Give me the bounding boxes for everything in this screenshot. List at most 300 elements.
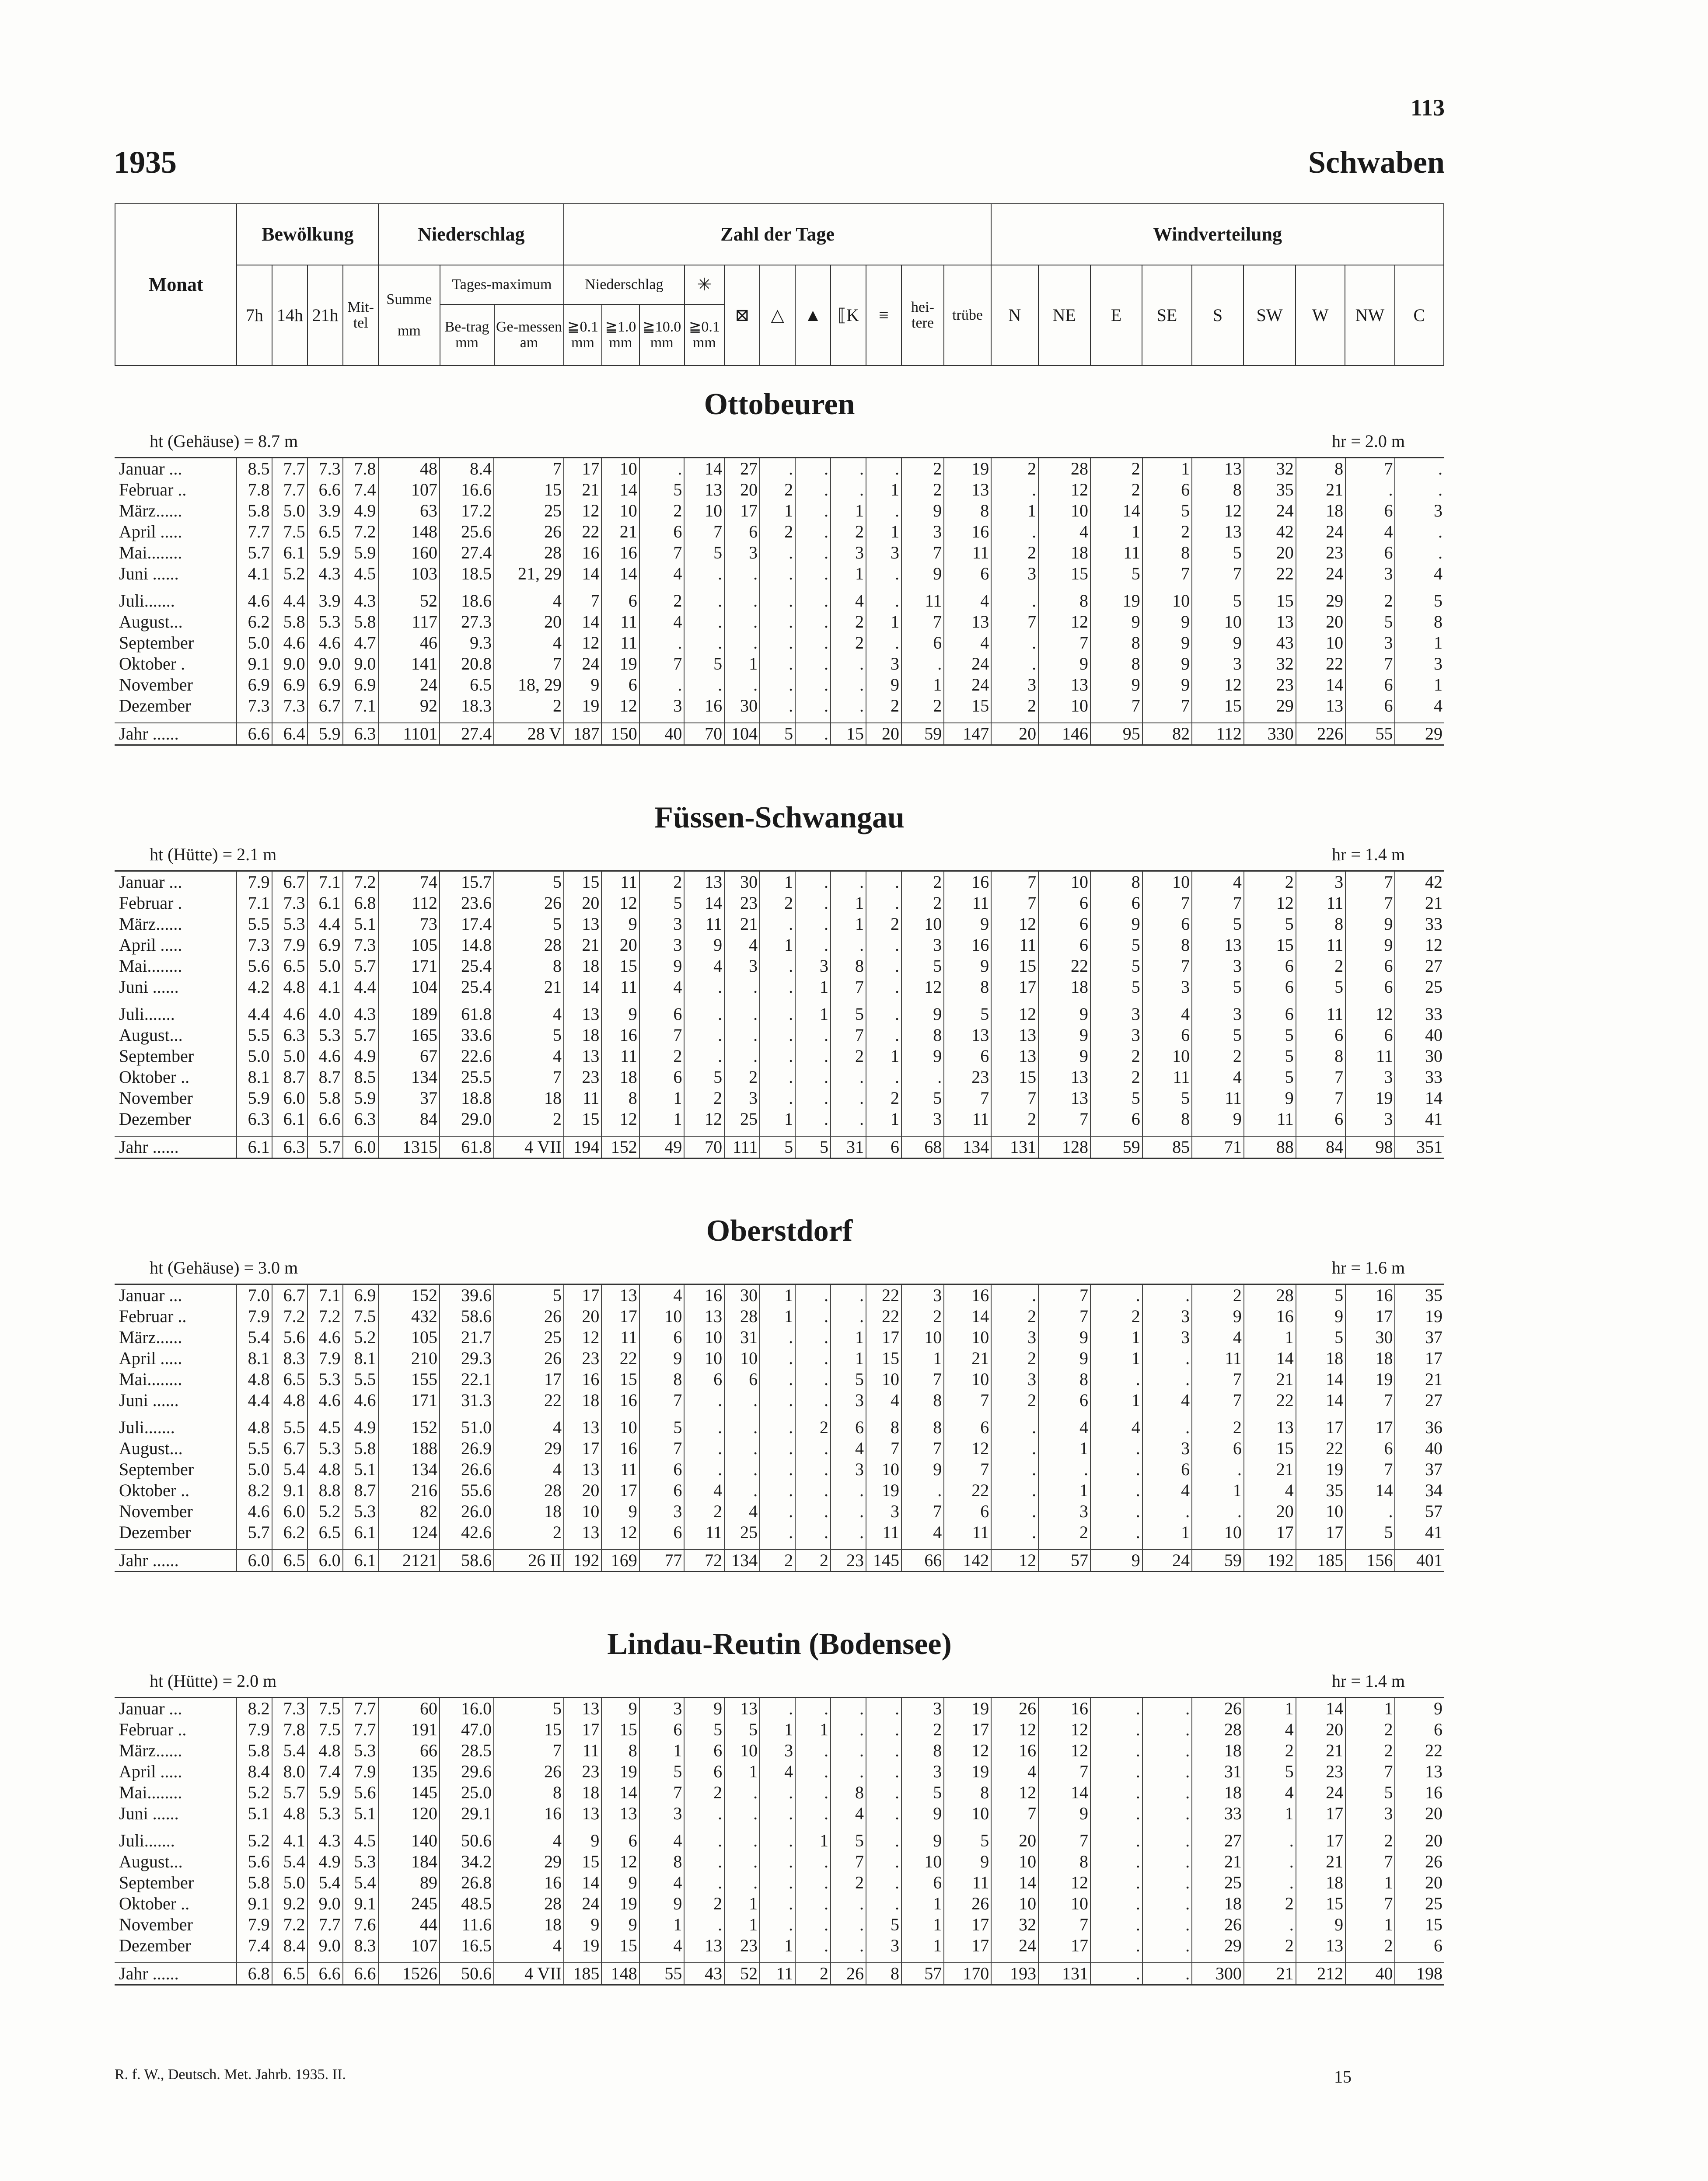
table-cell: 4.6 [307,632,343,653]
table-cell: 171 [378,956,440,977]
table-cell: 33 [1395,1067,1444,1088]
table-cell: . [1142,1803,1192,1824]
table-cell: 15 [1038,563,1090,584]
spacer-cell [1296,1824,1345,1830]
table-cell: 2 [1296,956,1345,977]
table-cell: 4 [944,632,991,653]
table-cell: 12 [601,695,639,716]
month-label: Dezember [119,1522,191,1542]
table-cell: 169 [601,1549,639,1572]
table-cell: . [1395,458,1444,480]
table-cell: . [1090,1851,1142,1872]
table-row [115,563,1444,584]
table-cell: . [1244,1872,1296,1893]
table-cell: 6.9 [307,674,343,695]
table-cell: 6.9 [343,674,378,695]
table-cell: 16.6 [440,479,494,500]
spacer-cell [1038,716,1090,723]
table-cell: 16 [1345,1284,1395,1306]
table-cell: 29 [1192,1935,1244,1956]
table-cell: 5 [494,1698,564,1720]
spacer-cell [1038,584,1090,590]
table-cell: 22 [944,1480,991,1501]
table-cell: 4.0 [307,1004,343,1025]
spacer-cell [724,1956,760,1963]
table-cell: 30 [724,695,760,716]
spacer-cell [1038,1956,1090,1963]
table-cell: 6 [866,1136,901,1159]
table-cell: 152 [601,1136,639,1159]
table-cell: . [866,1761,901,1782]
table-cell: 8 [831,956,866,977]
table-cell: 37 [1395,1327,1444,1348]
table-cell: 1 [639,1914,685,1935]
table-cell: 7 [494,653,564,674]
spacer-cell [601,1411,639,1417]
table-cell: 6 [601,674,639,695]
table-cell: 7 [1345,1459,1395,1480]
table-cell: . [684,632,724,653]
table-cell: 7.9 [307,1348,343,1369]
table-cell: 3 [1345,1067,1395,1088]
table-cell: 1 [1395,674,1444,695]
table-cell: . [760,611,795,632]
table-cell: 4 [1142,1004,1192,1025]
spacer-cell [343,1130,378,1136]
table-cell: 188 [378,1438,440,1459]
table-cell: 25.5 [440,1067,494,1088]
table-cell: . [795,1698,831,1720]
spacer-cell [1090,1411,1142,1417]
table-cell: 8.7 [307,1067,343,1088]
spacer-cell [1296,716,1345,723]
month-label: Mai........ [119,1783,182,1802]
table-cell: . [831,458,866,480]
table-cell: 9 [1244,1088,1296,1109]
table-cell: 9.1 [343,1893,378,1914]
table-cell: 7.0 [237,1284,272,1306]
table-cell: 16 [1038,1698,1090,1720]
table-cell: 10 [1142,1046,1192,1067]
spacer-cell [1345,584,1395,590]
table-cell: 7 [944,1088,991,1109]
table-cell: 27.3 [440,611,494,632]
table-cell: 24 [564,653,601,674]
spacer-cell [494,998,564,1004]
table-cell: 19 [1345,1088,1395,1109]
table-cell: 3 [1038,1501,1090,1522]
table-cell: 3 [724,542,760,563]
table-cell: 6.0 [272,1088,307,1109]
table-cell: 131 [991,1136,1038,1159]
spacer-cell [378,584,440,590]
table-cell: 7.9 [237,1914,272,1935]
table-cell: 9 [901,1046,944,1067]
table-cell: . [724,1803,760,1824]
spacer-cell [831,716,866,723]
table-cell: 73 [378,914,440,935]
table-cell: 4.2 [237,977,272,998]
table-cell: 5.3 [307,1803,343,1824]
table-cell: . [866,871,901,893]
table-cell: 7 [494,458,564,480]
spacer-cell [724,1130,760,1136]
table-cell: 4.7 [343,632,378,653]
table-cell: 3 [1192,956,1244,977]
table-cell: . [1142,1719,1192,1740]
table-cell: 7.5 [343,1306,378,1327]
table-cell: 11 [944,1522,991,1543]
table-cell: 7 [1345,1390,1395,1411]
table-cell: 48 [378,458,440,480]
table-cell: 104 [724,723,760,745]
table-cell: 4 [639,977,685,998]
table-cell: 7.3 [272,893,307,914]
table-cell: 4.9 [343,500,378,521]
table-cell: 15 [601,1719,639,1740]
table-cell: 26 [1192,1698,1244,1720]
table-cell: . [1142,1348,1192,1369]
header-bewolkung: Bewölkung [237,204,378,265]
table-cell: 4.8 [272,1390,307,1411]
header-14h: 14h [272,265,307,366]
table-cell: 11 [991,935,1038,956]
spacer-cell [760,1824,795,1830]
table-cell: . [724,1438,760,1459]
table-cell: . [1090,1438,1142,1459]
table-cell: 5.4 [272,1740,307,1761]
table-cell: 20 [1395,1872,1444,1893]
table-cell: 63 [378,500,440,521]
table-cell: 11 [564,1740,601,1761]
table-cell: 9.3 [440,632,494,653]
table-cell: 1 [991,500,1038,521]
table-row [115,1935,1444,1956]
table-cell: 10 [1192,1522,1244,1543]
table-cell: 9 [1345,935,1395,956]
table-cell: 5 [1296,1327,1345,1348]
table-cell: 10 [991,1893,1038,1914]
table-cell: 55 [1345,723,1395,745]
spacer-cell [639,1411,685,1417]
table-cell: . [866,1004,901,1025]
spacer-cell [866,584,901,590]
table-cell: 18 [564,956,601,977]
table-cell: 9 [944,956,991,977]
spacer-cell [866,1411,901,1417]
table-cell: 2 [1090,458,1142,480]
table-cell: 3 [1345,1109,1395,1130]
table-cell: 13 [564,1004,601,1025]
table-cell: 7.4 [307,1761,343,1782]
table-cell: 7 [1038,1830,1090,1851]
table-cell: 9 [601,1872,639,1893]
table-cell: 9 [1038,1025,1090,1046]
table-cell: 4.4 [343,977,378,998]
table-cell: 10 [901,914,944,935]
year-total-row [115,723,1444,745]
table-cell: 8 [1142,542,1192,563]
table-cell: 7.3 [343,935,378,956]
table-cell: 11 [944,1872,991,1893]
table-cell: . [760,1459,795,1480]
table-cell: 5.4 [237,1327,272,1348]
table-cell: 10 [601,500,639,521]
table-cell: 2 [901,871,944,893]
spacer-cell [1296,1543,1345,1549]
month-label: Juli....... [119,1417,175,1437]
spacer-cell [440,1411,494,1417]
table-cell: . [795,1109,831,1130]
table-cell: 5 [1296,1284,1345,1306]
month-label: Juni ...... [119,1804,179,1823]
table-cell: 2 [795,1417,831,1438]
table-cell: 57 [1395,1501,1444,1522]
table-cell: 216 [378,1480,440,1501]
table-cell: 5 [831,1369,866,1390]
table-cell: 31.3 [440,1390,494,1411]
table-cell: 10 [1038,695,1090,716]
table-cell: 4.8 [272,1803,307,1824]
table-cell: . [795,1740,831,1761]
table-cell: 4.8 [307,1740,343,1761]
table-cell: 10 [991,1851,1038,1872]
table-cell: . [639,458,685,480]
table-cell: . [866,1719,901,1740]
table-cell: 1 [866,611,901,632]
table-cell: 4.4 [237,1390,272,1411]
table-cell: 31 [831,1136,866,1159]
table-cell: 5 [1090,563,1142,584]
table-cell: 3 [831,542,866,563]
table-cell: 18 [1038,977,1090,998]
spacer-cell [684,1411,724,1417]
spacer-cell [601,1824,639,1830]
table-cell: 155 [378,1369,440,1390]
table-cell: 8.5 [237,458,272,480]
table-cell: 23.6 [440,893,494,914]
table-cell: 6.3 [343,1109,378,1130]
table-cell: 10 [944,1369,991,1390]
spacer-cell [272,998,307,1004]
table-cell: 9.1 [237,653,272,674]
table-cell: 2 [1345,1935,1395,1956]
table-cell: 6.5 [272,1963,307,1985]
table-cell: 17 [866,1327,901,1348]
table-cell: 2 [494,1522,564,1543]
table-cell: 6.7 [272,1284,307,1306]
table-cell: 148 [601,1963,639,1985]
table-cell: 7 [564,590,601,611]
table-cell: 5 [1244,914,1296,935]
table-cell: 7 [1038,1109,1090,1130]
table-cell: 5 [901,1782,944,1803]
table-cell: 23 [564,1348,601,1369]
table-cell: 92 [378,695,440,716]
table-cell: 8 [831,1782,866,1803]
header-wind-ne: NE [1038,265,1090,366]
table-cell: 120 [378,1803,440,1824]
table-cell: 7.2 [307,1306,343,1327]
table-cell: . [795,458,831,480]
spacer-cell [1090,1956,1142,1963]
table-cell: 16 [601,1438,639,1459]
table-cell: 6.2 [237,611,272,632]
table-cell: 432 [378,1306,440,1327]
table-cell: 5.9 [343,542,378,563]
table-cell: . [1090,1935,1142,1956]
table-cell: 4.3 [307,1830,343,1851]
spacer-cell [1395,998,1444,1004]
table-cell: 6 [901,632,944,653]
table-cell: 3 [991,674,1038,695]
table-cell: 3 [1345,1803,1395,1824]
table-cell: 6.9 [343,1284,378,1306]
table-cell: . [795,893,831,914]
table-cell: 5 [1192,1025,1244,1046]
spacer-cell [237,1130,272,1136]
table-cell: . [684,1438,724,1459]
month-label: Jahr ...... [115,1963,237,1985]
table-cell: 85 [1142,1136,1192,1159]
table-cell: 17 [1244,1522,1296,1543]
year-total-row [115,1549,1444,1572]
table-cell: . [1090,1459,1142,1480]
table-cell: 4 [724,935,760,956]
table-cell: 19 [1345,1369,1395,1390]
table-cell: 4 [494,1459,564,1480]
table-cell: 21 [1296,1740,1345,1761]
table-cell: 12 [601,1851,639,1872]
table-cell: 18 [1345,1348,1395,1369]
table-cell: . [831,1480,866,1501]
table-cell: 6.5 [272,1549,307,1572]
table-cell: . [1395,479,1444,500]
table-cell: 7 [991,1803,1038,1824]
table-cell: 11 [944,893,991,914]
snow-icon: ✳ [685,265,725,304]
table-row [115,500,1444,521]
spacer-cell [1192,1956,1244,1963]
table-cell: 29 [494,1438,564,1459]
row-spacer [115,998,1444,1004]
spacer-cell [760,1411,795,1417]
table-cell: 1 [795,1830,831,1851]
table-cell: . [831,1088,866,1109]
table-cell: 84 [1296,1136,1345,1159]
table-row [115,1046,1444,1067]
footer-citation: R. f. W., Deutsch. Met. Jahrb. 1935. II. [115,2066,346,2083]
row-spacer [115,1411,1444,1417]
table-cell: 15 [1244,935,1296,956]
table-cell: . [760,632,795,653]
table-cell: 3.9 [307,500,343,521]
table-cell: 26 [991,1698,1038,1720]
table-cell: 4.9 [343,1417,378,1438]
table-cell: 7.3 [272,1698,307,1720]
spacer-cell [115,998,237,1004]
table-cell: 1 [1090,1327,1142,1348]
table-cell: 2 [901,479,944,500]
table-cell: 25 [1395,1893,1444,1914]
table-cell: 5.0 [272,500,307,521]
table-cell: 8 [1038,590,1090,611]
table-cell: 13 [601,1284,639,1306]
table-cell: . [639,674,685,695]
table-cell: 3 [866,1935,901,1956]
table-cell: 2 [1244,871,1296,893]
table-cell: . [1090,1719,1142,1740]
table-cell: 7.4 [343,479,378,500]
table-cell: 5 [1192,542,1244,563]
table-cell: 5.9 [307,542,343,563]
table-cell: 27 [724,458,760,480]
table-cell: 3 [1345,632,1395,653]
table-cell: . [1142,1740,1192,1761]
table-cell: 5 [1244,1046,1296,1067]
table-cell: 145 [866,1549,901,1572]
table-cell: 3 [991,1327,1038,1348]
table-cell: 14.8 [440,935,494,956]
spacer-cell [1192,716,1244,723]
table-cell: 21.7 [440,1327,494,1348]
table-cell: 8 [901,1417,944,1438]
table-cell: 6.9 [272,674,307,695]
table-cell: 14 [601,1782,639,1803]
table-cell: 8.2 [237,1698,272,1720]
table-cell: 5.6 [343,1782,378,1803]
table-cell: . [760,1893,795,1914]
table-cell: 4 [1142,1390,1192,1411]
table-cell: 50.6 [440,1963,494,1985]
table-cell: 4.8 [272,977,307,998]
table-cell: 31 [724,1327,760,1348]
table-cell: 82 [378,1501,440,1522]
table-cell: 193 [991,1963,1038,1985]
table-cell: . [866,893,901,914]
table-cell: . [991,632,1038,653]
station-data-table [115,457,1444,746]
table-row [115,1719,1444,1740]
table-row [115,914,1444,935]
table-cell: 117 [378,611,440,632]
table-cell: . [866,458,901,480]
table-cell: 3 [991,563,1038,584]
spacer-cell [564,716,601,723]
table-cell: 12 [601,1522,639,1543]
table-cell: 4.3 [343,590,378,611]
table-cell: . [1142,1417,1192,1438]
table-cell: . [1142,1284,1192,1306]
table-cell: 7.3 [272,695,307,716]
table-cell: 226 [1296,723,1345,745]
table-cell: 3 [1395,500,1444,521]
table-cell: 2 [831,521,866,542]
table-cell: 9 [601,1004,639,1025]
table-cell: . [795,1438,831,1459]
spacer-cell [1090,1543,1142,1549]
table-cell: 184 [378,1851,440,1872]
table-cell: 3 [991,1369,1038,1390]
table-cell: 18 [564,1025,601,1046]
table-cell: 10 [601,1417,639,1438]
table-cell: 17 [564,458,601,480]
table-cell: 187 [564,723,601,745]
table-cell: 2 [684,1893,724,1914]
table-cell: 9 [1090,674,1142,695]
table-cell: 58.6 [440,1306,494,1327]
spacer-cell [440,584,494,590]
